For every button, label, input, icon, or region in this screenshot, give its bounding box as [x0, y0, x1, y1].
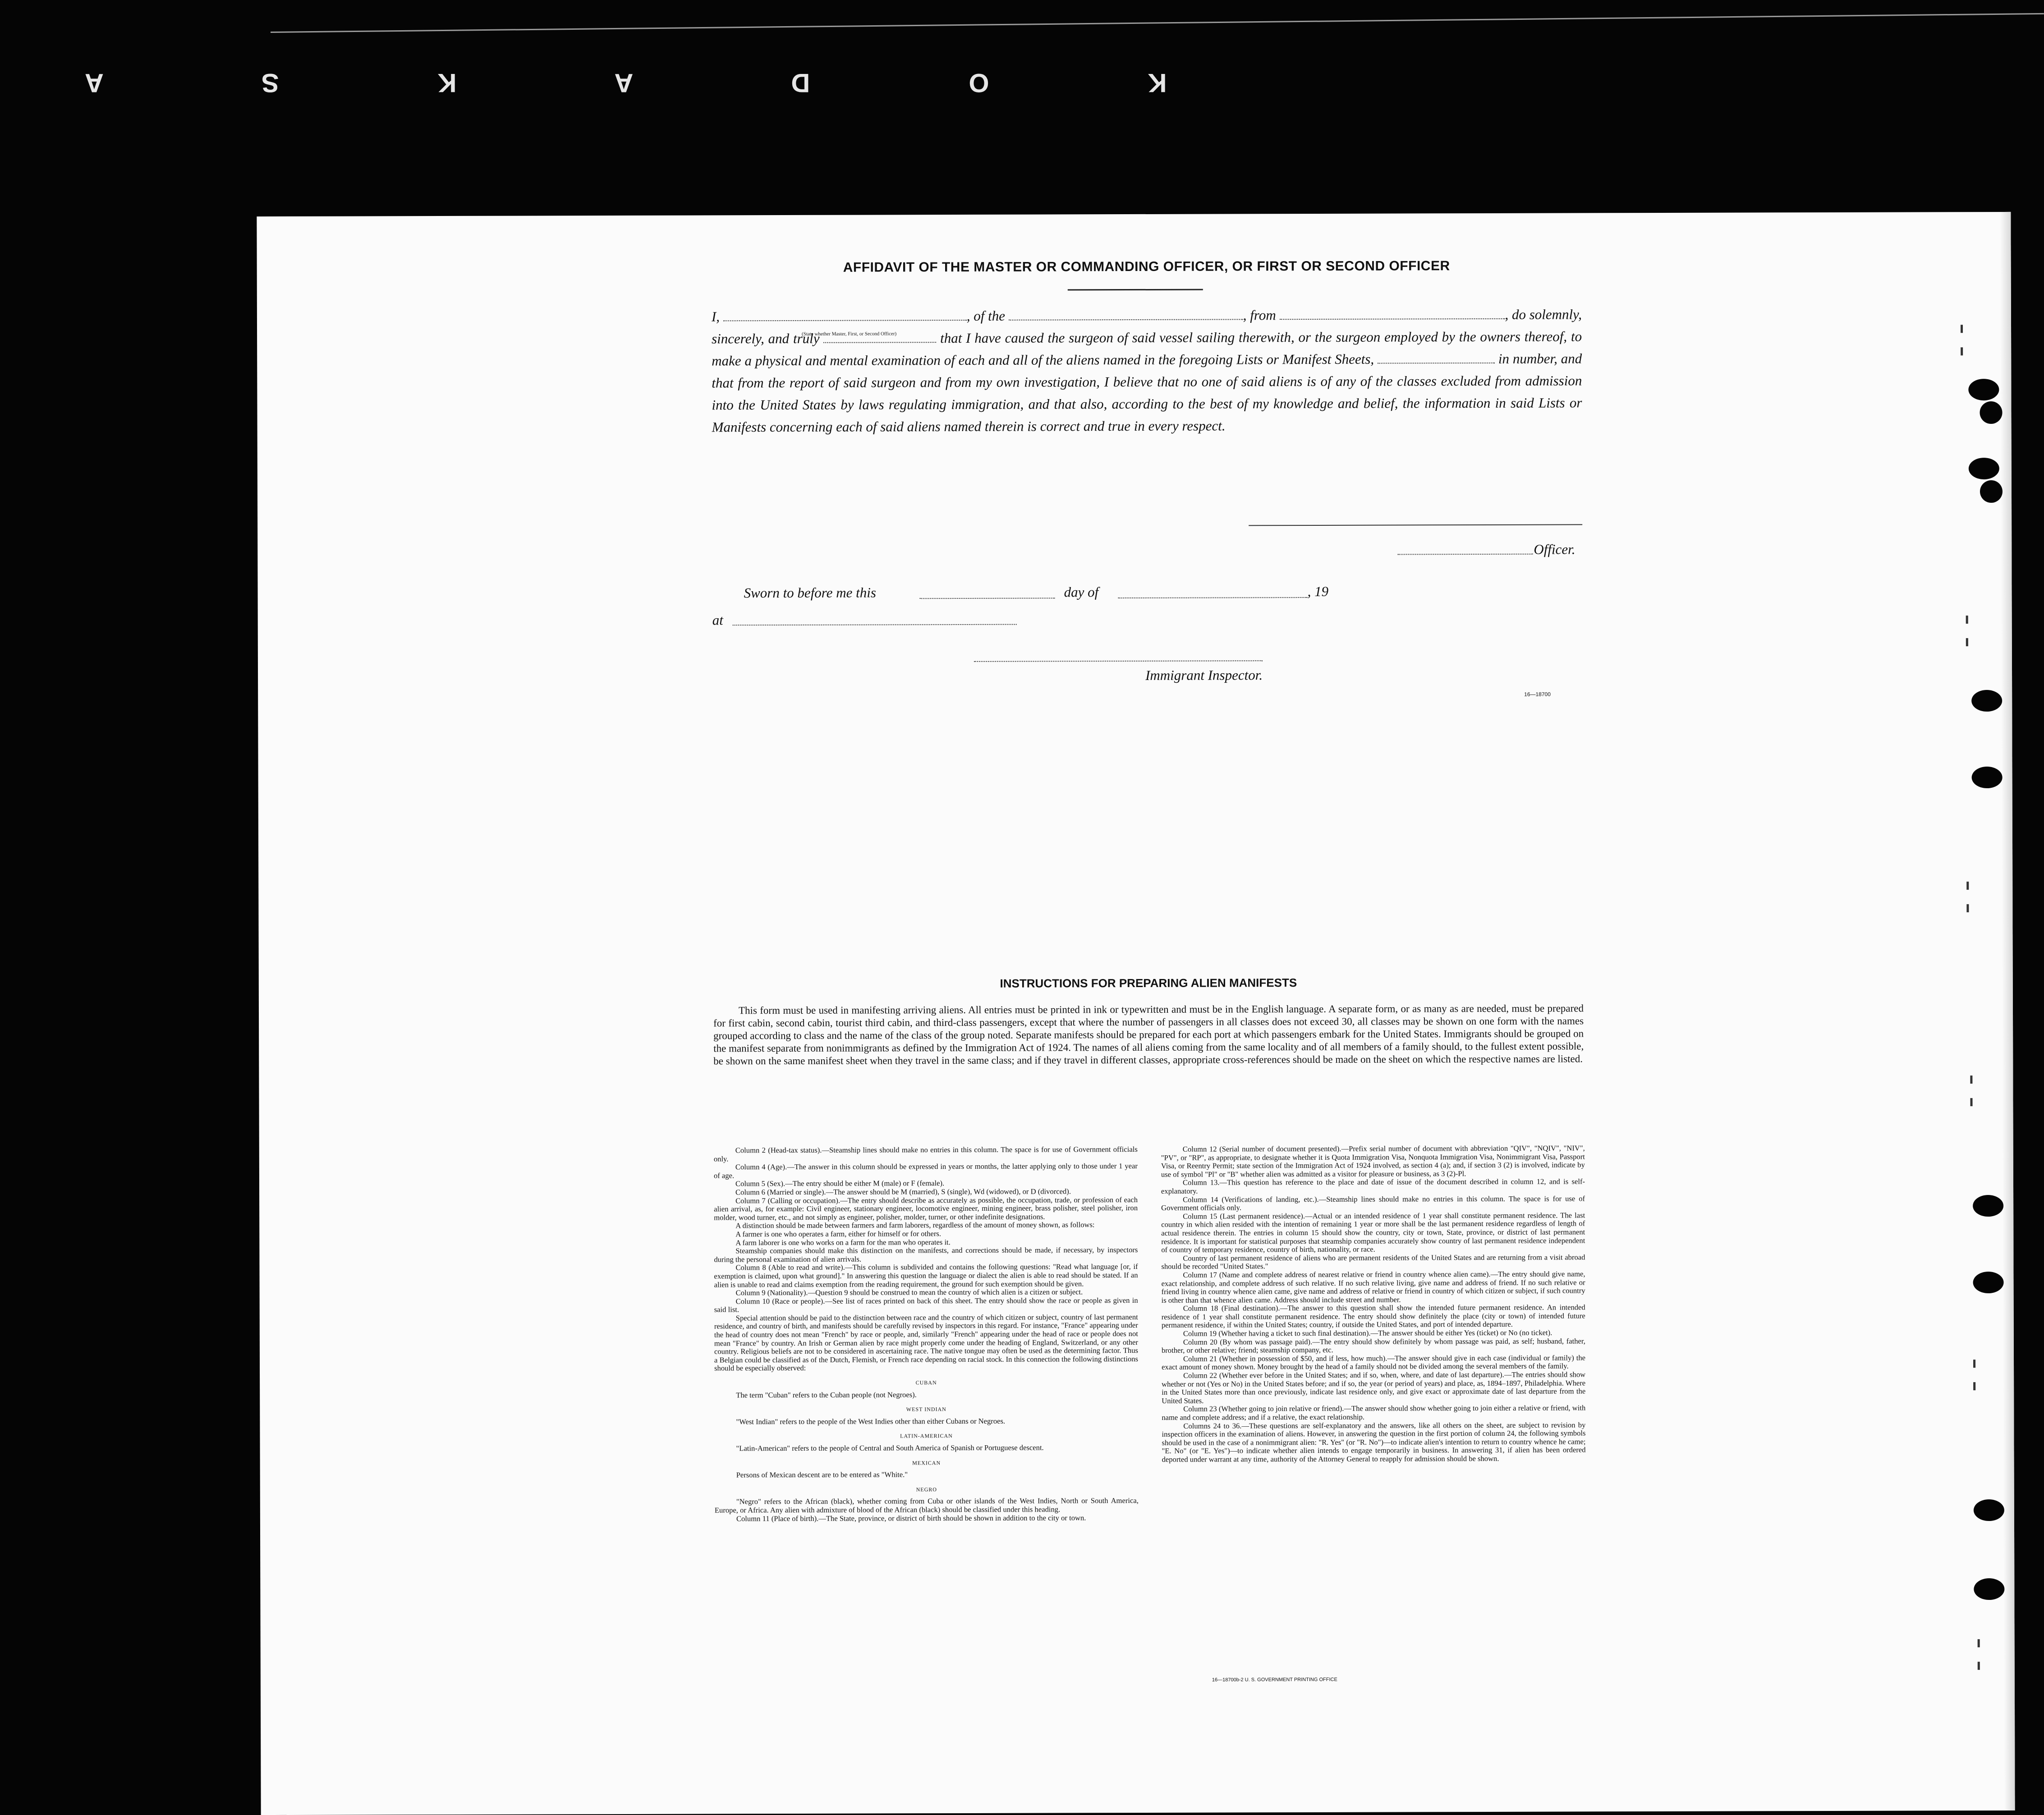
- instruction-paragraph: Column 6 (Married or single).—The answer should be M (married), S (single), Wd (widowed), or D (divorced).: [735, 1187, 1071, 1197]
- signature-line[interactable]: [1249, 524, 1582, 526]
- instructions-title: INSTRUCTIONS FOR PREPARING ALIEN MANIFESTS: [1000, 976, 1297, 990]
- instruction-paragraph: Column 20 (By whom was passage paid).—The entry should show definitely by whom passage was paid, as self; husband, father, brother, or other relative; friend; steamship company, etc.: [1161, 1337, 1585, 1355]
- margin-tick: [1966, 638, 1968, 646]
- manifest-sheet: [257, 212, 2015, 1815]
- margin-tick: [1961, 325, 1963, 333]
- day-of-label: day of: [1064, 584, 1099, 600]
- instructions-left-column: [714, 1145, 1139, 1523]
- instruction-paragraph: Column 18 (Final destination).—The answer to this question shall show the intended future permanent residence. An intended residence of 1 year shall constitute permanent residence. The entry should show definitely the place (city or town) of intended future permanent residence, if within the United States; country, if outside the United States, and port of intended departure.: [1161, 1303, 1585, 1330]
- instruction-paragraph: Column 2 (Head-tax status).—Steamship lines should make no entries in this column. The space is for use of Government officials only.: [713, 1144, 1138, 1163]
- officer-label: Officer.: [1534, 541, 1575, 557]
- margin-tick: [1966, 616, 1968, 624]
- affidavit-text: , of the: [966, 308, 1006, 324]
- punch-hole-icon: [1969, 458, 1999, 479]
- departure-port-field[interactable]: [1279, 308, 1505, 320]
- margin-tick: [1966, 882, 1969, 890]
- race-heading: LATIN-AMERICAN: [900, 1433, 953, 1439]
- sworn-label: Sworn to before me this: [744, 584, 876, 601]
- margin-tick: [1978, 1662, 1980, 1670]
- instruction-paragraph: Column 15 (Last permanent residence).—Actual or an intended residence of 1 year shall constitute permanent residence. The last country in which alien resided with the intention of remaining 1 year or more shall be the last permanent residence regardless of length of actual residence therein. The entries in column 15 should show the country, city or town, State, province, or district of last permanent residence. It is important for statistical purposes that steamship companies accurately show country of last permanent residence independent of country of temporary residence, country of birth, nationality, or race.: [1161, 1211, 1585, 1254]
- punch-hole-icon: [1973, 1195, 2003, 1217]
- instructions-intro: This form must be used in manifesting arriving aliens. All entries must be printed in ink or typewritten and must be in the English language. A separate form, or as many as are needed, must be prepared for first cabin, second cabin, tourist third cabin, and third-class passengers, except that where the number of passengers in all classes does not exceed 30, all classes may be shown on one form with the names grouped according to class and the name of the class of the group noted. Separate manifests should be prepared for each port at which passengers embark for the United States. Immigrants should be grouped on the manifest separate from nonimmigrants as defined by the Immigration Act of 1924. The names of all aliens coming from the same locality and of all members of a family should, to the fullest extent possible, be shown on the same manifest sheet when they travel in the same class; and if they travel in different classes, appropriate cross-references should be made on the sheet on which the respective names are listed.: [713, 1002, 1584, 1067]
- instruction-paragraph: Special attention should be paid to the distinction between race and the country of which citizen or subject, country of last permanent residence, and country of birth, and manifests should be carefully revised by inspectors in this regard. For instance, "France" appearing under the head of country does not mean "French" by race or people, and, similarly "French" appearing under the head of race or people does not mean "France" by country. An Irish or German alien by race might properly come under the heading of England, Switzerland, or any other country. Religious beliefs are not to be considered in ascertaining race. The native tongue may often be used as the determining factor. Thus a Belgian could be classified as of the Dutch, Flemish, or French race depending on racial stock. In this connection the following distinctions should be especially observed:: [714, 1312, 1139, 1373]
- margin-tick: [1970, 1098, 1972, 1106]
- at-label: at: [712, 612, 723, 628]
- instruction-paragraph: Column 9 (Nationality).—Question 9 should be construed to mean the country of which alien is a citizen or subject.: [735, 1287, 1083, 1297]
- instruction-paragraph: "West Indian" refers to the people of the West Indies other than either Cubans or Negroes.: [736, 1416, 1006, 1426]
- affidavit-title: AFFIDAVIT OF THE MASTER OR COMMANDING OFFICER, OR FIRST OR SECOND OFFICER: [843, 258, 1450, 275]
- film-edge-text: K O D A K S A: [9, 68, 1167, 97]
- year-label: , 19: [1307, 583, 1329, 600]
- instruction-paragraph: Column 14 (Verifications of landing, etc.).—Steamship lines should make no entries in this column. The space is for use of Government officials only.: [1161, 1194, 1585, 1213]
- affidavit-text: , from: [1243, 307, 1276, 323]
- punch-hole-icon: [1973, 1272, 2004, 1293]
- instruction-paragraph: Column 10 (Race or people).—See list of races printed on back of this sheet. The entry should show the race or people as given in said list.: [714, 1296, 1138, 1314]
- punch-hole-icon: [1971, 690, 2002, 712]
- margin-tick: [1978, 1639, 1980, 1647]
- punch-hole-icon: [1980, 401, 2002, 424]
- title-underline: [1068, 289, 1203, 291]
- punch-hole-icon: [1972, 767, 2003, 788]
- affidavit-text: , do: [1505, 306, 1526, 322]
- vessel-name-field[interactable]: [1009, 308, 1243, 320]
- inspector-signature-field[interactable]: [974, 660, 1263, 662]
- instruction-paragraph: Column 11 (Place of birth).—The State, province, or district of birth should be shown in addition to the city or town.: [736, 1513, 1086, 1523]
- affidavit-text: solemnly, sincerely, and truly: [712, 306, 1582, 347]
- officer-rank-note: (State whether Master, First, or Second Officer): [802, 331, 897, 337]
- form-number: 16—18700: [1524, 691, 1551, 698]
- instruction-paragraph: Column 5 (Sex).—The entry should be either M (male) or F (female).: [735, 1179, 945, 1188]
- punch-hole-icon: [1980, 480, 2003, 503]
- race-heading: CUBAN: [915, 1379, 937, 1386]
- instruction-paragraph: Column 8 (Able to read and write).—This column is subdivided and contains the following questions: "Read what language [or, if exemption is claimed, upon what ground]." In answering this question the language or dialect the alien is able to read should be stated. If an alien is unable to read and claims exemption from the reading requirement, the ground for such exemption should be given.: [714, 1262, 1138, 1289]
- instruction-paragraph: Column 12 (Serial number of document presented).—Prefix serial number of document with abbreviation "QIV", "NQIV", "NIV", "PV", or "RP", as appropriate, to designate whether it is Quota Immigration Visa, Nonquota Immigration Visa, Nonimmigrant Visa, Passport Visa, or Reentry Permit; state section of the Immigration Act of 1924 involved, as section 4 (a); and, if section 3 (2) is involved, indicate by use of symbol "Pl" or "B" whether alien was admitted as a visitor for pleasure or business, as 3 (2)-Pl.: [1161, 1144, 1585, 1179]
- sheet-edge-shadow: [2000, 212, 2015, 1810]
- instruction-paragraph: A farm laborer is one who works on a farm for the man who operates it.: [735, 1237, 951, 1247]
- instructions-section: [713, 975, 1586, 1523]
- instruction-paragraph: Column 19 (Whether having a ticket to such final destination).—The answer should be either Yes (ticket) or No (no ticket).: [1183, 1328, 1553, 1338]
- sworn-day-field[interactable]: [920, 597, 1055, 599]
- race-heading: NEGRO: [916, 1486, 937, 1493]
- punch-hole-icon: [1968, 379, 1999, 400]
- instruction-paragraph: Columns 24 to 36.—These questions are self-explanatory and the answers, like all others on the sheet, are subject to revision by inspection officers in the examination of aliens. However, in answering the question in the first portion of column 24, the following symbols should be used in the case of a nonimmigrant alien: "R. Yes" (or "R. No")—to indicate alien's intention to return to country whence he came; "E. No" (or "E. Yes")—to indicate whether alien intends to engage temporarily in business. In answering 31, if alien has been ordered deported under warrant at any time, authority of the Attorney General to reapply for admission should be shown.: [1162, 1420, 1586, 1464]
- officer-signature-field[interactable]: [1397, 554, 1533, 555]
- sworn-place-field[interactable]: [733, 624, 1017, 626]
- alien-count-field[interactable]: [1378, 352, 1495, 364]
- instruction-paragraph: The term "Cuban" refers to the Cuban people (not Negroes).: [736, 1390, 917, 1399]
- instruction-paragraph: Column 22 (Whether ever before in the United States; and if so, when, where, and date of last departure).—The entries should show whether or not (Yes or No) in the United States before; and if so, the year (or period of years) and place, as, 1894–1897, Philadelphia. Where in the United States more than once previously, indicate last residence only, and give exact or approximate date of last departure from the United States.: [1162, 1370, 1586, 1405]
- margin-tick: [1973, 1360, 1975, 1368]
- affidavit-text: that I have caused the surgeon of said vessel sailing therewith, or the surgeon employed by the owners thereof, to make a physical and mental examination of each and all of the aliens named in the foregoing Lists or Manifest Sheets,: [712, 328, 1582, 369]
- margin-tick: [1973, 1382, 1975, 1390]
- instruction-paragraph: "Latin-American" refers to the people of Central and South America of Spanish or Portuguese descent.: [736, 1443, 1044, 1453]
- instruction-paragraph: A farmer is one who operates a farm, either for himself or for others.: [735, 1229, 942, 1239]
- punch-hole-icon: [1974, 1499, 2004, 1521]
- instruction-paragraph: Column 13.—This question has reference to the place and date of issue of the document described in column 12, and is self-explanatory.: [1161, 1177, 1585, 1195]
- officer-name-field[interactable]: [723, 309, 967, 321]
- instruction-paragraph: "Negro" refers to the African (black), whether coming from Cuba or other islands of the West Indies, North or South America, Europe, or Africa. Any alien with admixture of blood of the African (black) should be classified under this heading.: [714, 1496, 1139, 1515]
- race-heading: WEST INDIAN: [906, 1406, 946, 1413]
- sworn-month-field[interactable]: [1118, 597, 1308, 598]
- instruction-paragraph: Country of last permanent residence of aliens who are permanent residents of the United States and are returning from a visit abroad should be recorded "United States.": [1161, 1253, 1585, 1271]
- instruction-paragraph: Column 23 (Whether going to join relative or friend).—The answer should show whether going to join either a relative or friend, with name and complete address; and if a relative, the exact relationship.: [1162, 1403, 1586, 1422]
- instructions-right-column: [1161, 1144, 1586, 1464]
- instruction-paragraph: Column 4 (Age).—The answer in this column should be expressed in years or months, the latter applying only to those under 1 year of age.: [713, 1162, 1138, 1180]
- margin-tick: [1970, 1075, 1972, 1084]
- punch-hole-icon: [1974, 1578, 2004, 1600]
- affidavit-section: [711, 258, 1582, 698]
- instruction-paragraph: Column 21 (Whether in possession of $50, and if less, how much).—The answer should give in each case (individual or family) the exact amount of money shown. Money brought by the head of a family should not be divided among the several members of the family.: [1162, 1353, 1586, 1372]
- affidavit-body: [712, 303, 1582, 438]
- affidavit-text: I,: [711, 308, 720, 325]
- margin-tick: [1961, 347, 1963, 355]
- affidavit-text: in number, and that from the report of said surgeon and from my own investigation, I believe that no one of said aliens is of any of the classes excluded from admission into the United States by laws regulating immigration, and that also, according to the best of my knowledge and belief, the information in said Lists or Manifests concerning each of said aliens named therein is correct and true in every respect.: [712, 350, 1582, 435]
- inspector-label: Immigrant Inspector.: [1145, 667, 1263, 683]
- margin-tick: [1966, 904, 1969, 912]
- race-heading: MEXICAN: [912, 1459, 941, 1466]
- instruction-paragraph: Steamship companies should make this distinction on the manifests, and corrections should be made, if necessary, by inspectors during the personal examination of alien arrivals.: [714, 1245, 1138, 1264]
- instruction-paragraph: A distinction should be made between farmers and farm laborers, regardless of the amount of money shown, as follows:: [735, 1220, 1095, 1230]
- printing-office-footer: 16—18700b-2 U. S. GOVERNMENT PRINTING OFFICE: [1212, 1677, 1337, 1683]
- instruction-paragraph: Column 17 (Name and complete address of nearest relative or friend in country whence alien came).—The entry should give name, exact relationship, and complete address of such relative. If no such relative living, give name and address of friend. If no such relative or friend living in country whence alien came, give name and address of relative or friend in country of which citizen or subject, if such country is other than that whence alien came. Address should include street and number.: [1161, 1269, 1585, 1305]
- instruction-paragraph: Column 7 (Calling or occupation).—The entry should describe as accurately as possible, the occupation, trade, or profession of each alien arrival, as, for example: Civil engineer, stationary engineer, locomotive engineer, mining engineer, brass polisher, steel polisher, iron molder, wood turner, etc., and not simply as engineer, polisher, molder, turner, or other indefinite designations.: [714, 1195, 1138, 1222]
- instruction-paragraph: Persons of Mexican descent are to be entered as "White.": [736, 1470, 908, 1480]
